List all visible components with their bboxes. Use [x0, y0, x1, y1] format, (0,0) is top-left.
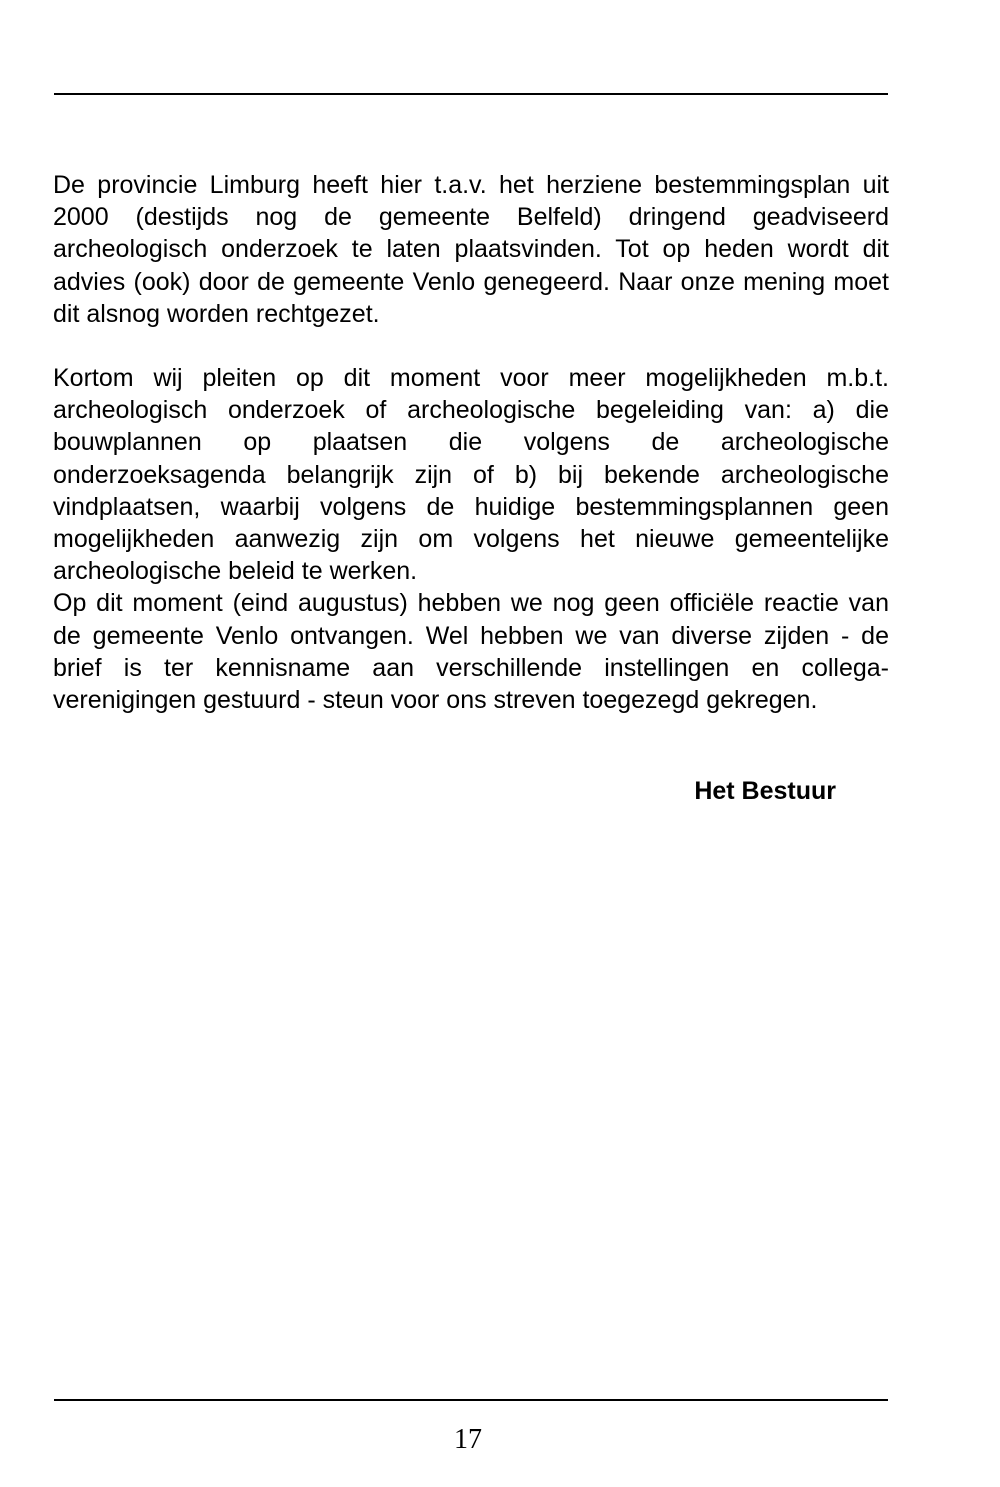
body-text [53, 169, 889, 716]
paragraph-provincie-advies: De provincie Limburg heeft hier t.a.v. het herziene bestemmingsplan uit 2000 (destijds nog de gemeente Belfeld) dringend geadviseerd archeologisch onderzoek te laten plaatsvinden. Tot op heden wordt dit advies (ook) door de gemeente Venlo genegeerd. Naar onze mening moet dit alsnog worden rechtgezet. [53, 171, 889, 328]
top-rule [54, 93, 888, 95]
paragraph-reactie: Op dit moment (eind augustus) hebben we nog geen officiële reactie van de gemeente Venlo ontvangen. Wel hebben we van diverse zijden - de brief is ter kennisname aan verschillende instellingen en collega-verenigingen gestuurd - steun voor ons streven toegezegd gekregen. [53, 589, 889, 715]
page-number: 17 [454, 1424, 482, 1455]
paragraph-kortom: Kortom wij pleiten op dit moment voor meer mogelijkheden m.b.t. archeologisch onderzoek of archeologische begeleiding van: a) die bouwplannen op plaatsen die volgens de archeologische onderzoeksagenda belangrijk zijn of b) bij bekende archeologische vindplaatsen, waarbij volgens de huidige bestemmingsplannen geen mogelijkheden aanwezig zijn om volgens het nieuwe gemeentelijke archeologische beleid te werken. [53, 364, 889, 586]
bottom-rule [54, 1399, 888, 1401]
signature: Het Bestuur [694, 777, 836, 805]
